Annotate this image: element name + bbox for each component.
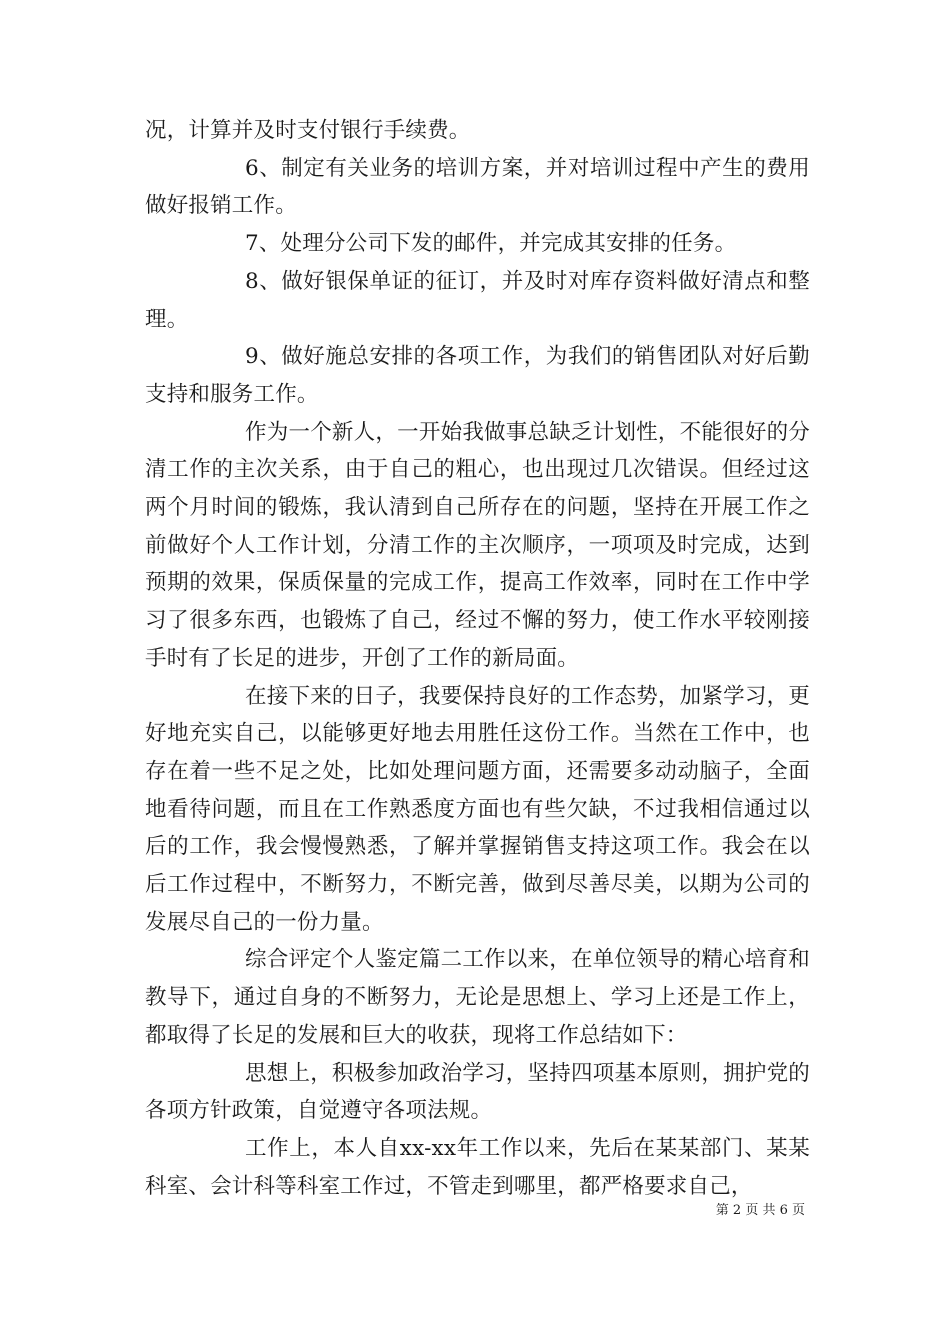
paragraph-4: 8、做好银保单证的征订，并及时对库存资料做好清点和整理。: [145, 268, 810, 332]
paragraph-2: 6、制定有关业务的培训方案，并对培训过程中产生的费用做好报销工作。: [145, 155, 810, 219]
paragraph-6: 作为一个新人，一开始我做事总缺乏计划性，不能很好的分清工作的主次关系，由于自己的粗心，也出现过几次错误。但经过这两个月时间的锻炼，我认清到自己所存在的问题，坚持在开展工作之前做好个人工作计划，分清工作的主次顺序，一项项及时完成，达到预期的效果，保质保量的完成工作，提高工作效率，同时在工作中学习了很多东西，也锻炼了自己，经过不懈的努力，使工作水平较刚接手时有了长足的进步，开创了工作的新局面。: [145, 419, 810, 671]
document-body: [145, 112, 810, 1205]
paragraph-10: 工作上，本人自xx-xx年工作以来，先后在某某部门、某某科室、会计科等科室工作过，不管走到哪里，都严格要求自己，: [145, 1135, 810, 1199]
paragraph-5: 9、做好施总安排的各项工作，为我们的销售团队对好后勤支持和服务工作。: [145, 344, 810, 407]
paragraph-7: 在接下来的日子，我要保持良好的工作态势，加紧学习，更好地充实自己，以能够更好地去用胜任这份工作。当然在工作中，也存在着一些不足之处，比如处理问题方面，还需要多动动脑子，全面地看待问题，而且在工作熟悉度方面也有些欠缺，不过我相信通过以后的工作，我会慢慢熟悉，了解并掌握销售支持这项工作。我会在以后工作过程中，不断努力，不断完善，做到尽善尽美，以期为公司的发展尽自己的一份力量。: [145, 683, 810, 935]
paragraph-1: 况，计算并及时支付银行手续费。: [145, 118, 471, 143]
page-number-footer: 第 2 页 共 6 页: [715, 1203, 805, 1218]
paragraph-9: 思想上，积极参加政治学习，坚持四项基本原则，拥护党的各项方针政策，自觉遵守各项法规。: [145, 1060, 810, 1124]
paragraph-3: 7、处理分公司下发的邮件，并完成其安排的任务。: [245, 231, 737, 257]
paragraph-8: 综合评定个人鉴定篇二工作以来，在单位领导的精心培育和教导下，通过自身的不断努力，无论是思想上、学习上还是工作上，都取得了长足的发展和巨大的收获，现将工作总结如下：: [145, 947, 810, 1048]
